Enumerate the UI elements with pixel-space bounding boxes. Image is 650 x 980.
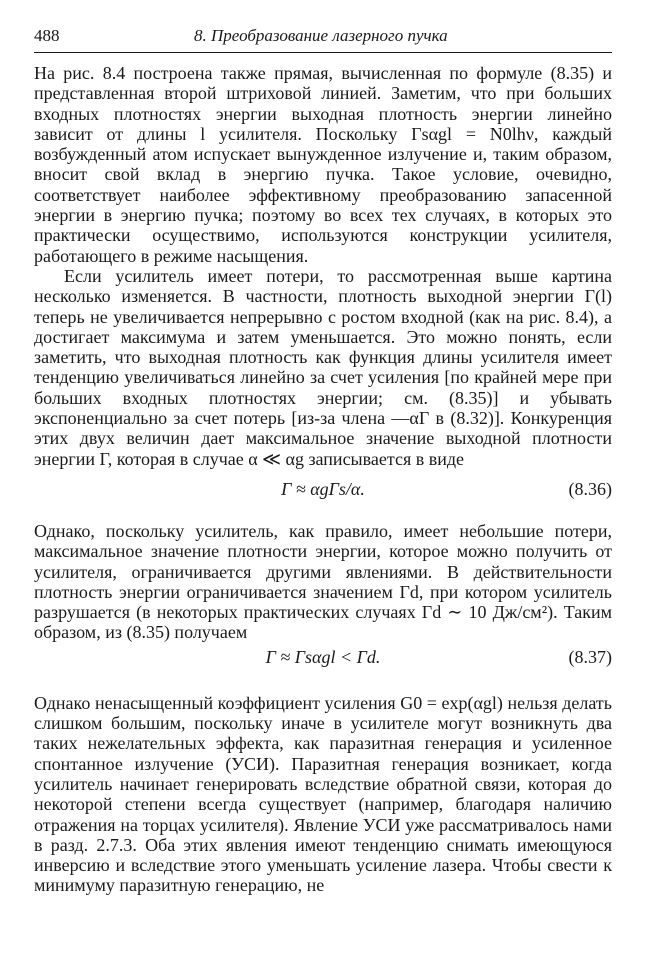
paragraph-3: Однако, поскольку усилитель, как правило, имеет небольшие потери, максимальное значение плотности энергии, которое можно получить от усилителя, ограничивается другими явлениями. В действительности плотность энергии ограничивается значением Γd, при котором усилитель разрушается (в некоторых практических случаях Γd ∼ 10 Дж/см²). Таким образом, из (8.35) получаем [34, 520, 612, 643]
equation-8-37 [34, 643, 612, 693]
equation-number: (8.37) [568, 646, 612, 667]
body-text [34, 63, 612, 896]
equation-8-36 [34, 469, 612, 521]
header-rule [34, 52, 612, 53]
equation-number: (8.36) [568, 478, 612, 499]
paragraph-1: На рис. 8.4 построена также прямая, вычисленная по формуле (8.35) и представленная второй штриховой линией. Заметим, что при больших входных плотностях энергии выходная плотность энергии линейно зависит от длины l усилителя. Поскольку Γsαgl = N0lhν, каждый возбужденный атом испускает вынужденное излучение и, таким образом, вносит свой вклад в энергию пучка. Такое условие, очевидно, соответствует наиболее эффективному преобразованию запасенной энергии в энергию пучка; поэтому во всех тех случаях, в которых это практически осуществимо, используются конструкции усилителя, работающего в режиме насыщения. [34, 63, 612, 266]
running-title: 8. Преобразование лазерного пучка [194, 26, 448, 45]
paragraph-2: Если усилитель имеет потери, то рассмотренная выше картина несколько изменяется. В частности, плотность выходной энергии Γ(l) теперь не увеличивается непрерывно с ростом входной (как на рис. 8.4), а достигает максимума и затем уменьшается. Это можно понять, если заметить, что выходная плотность как функция длины усилителя имеет тенденцию увеличиваться линейно за счет усиления [по крайней мере при больших входных плотностях энергии; см. (8.35)] и убывать экспоненциально за счет потерь [из-за члена —αΓ в (8.32)]. Конкуренция этих двух величин дает максимальное значение выходной плотности энергии Γ, которая в случае α ≪ αg записывается в виде [34, 265, 612, 469]
paragraph-4: Однако ненасыщенный коэффициент усиления G0 = exp(αgl) нельзя делать слишком большим, поскольку иначе в усилителе могут возникнуть два таких нежелательных эффекта, как паразитная генерация и усиленное спонтанное излучение (УСИ). Паразитная генерация возникает, когда усилитель начинает генерировать вследствие обратной связи, которая до некоторой степени всегда существует (например, благодаря наличию отражения на торцах усилителя). Явление УСИ уже рассматривалось нами в разд. 2.7.3. Оба этих явления имеют тенденцию снимать имеющуюся инверсию и вследствие этого уменьшать усиление лазера. Чтобы свести к минимуму паразитную генерацию, не [34, 692, 612, 896]
page-number: 488 [34, 26, 60, 45]
equation-formula: Γ ≈ αgΓs/α. [281, 478, 365, 499]
equation-formula: Γ ≈ Γsαgl < Γd. [265, 646, 381, 667]
page-header [34, 26, 612, 50]
